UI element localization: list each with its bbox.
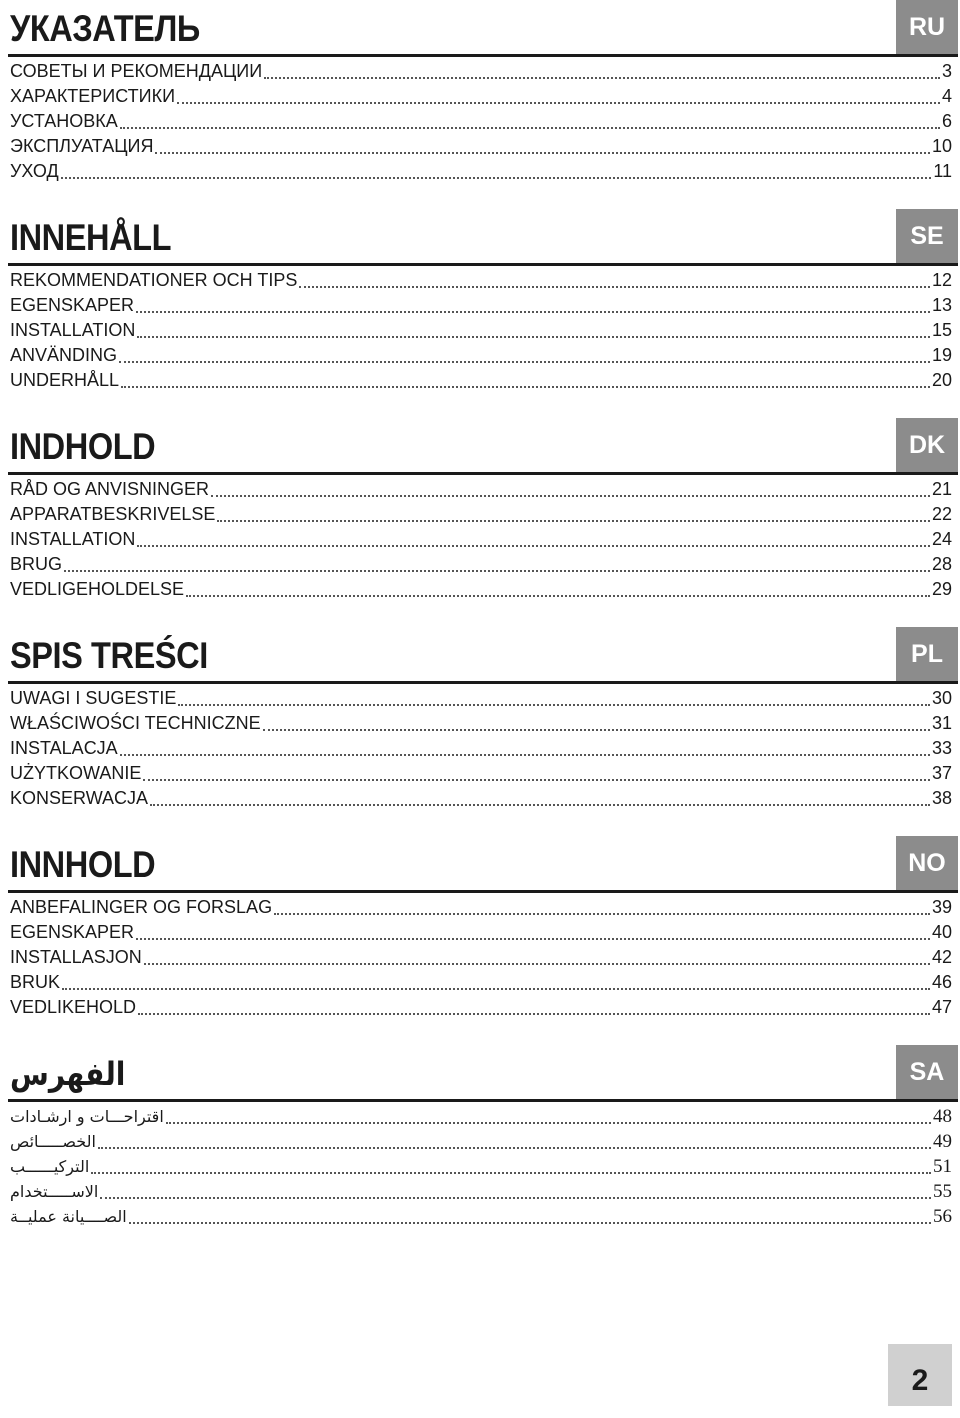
toc-entry[interactable] [10, 920, 952, 945]
entry-label: INSTALLATION [10, 529, 136, 549]
entry-page: 20 [931, 370, 952, 390]
entry-page: 19 [931, 345, 952, 365]
entry-label: BRUG [10, 554, 63, 574]
dot-leader [62, 988, 930, 990]
language-badge: PL [896, 627, 958, 684]
dot-leader [120, 127, 940, 129]
toc-entry[interactable] [10, 995, 952, 1020]
toc-entry[interactable] [10, 1154, 952, 1179]
entry-page: 51 [933, 1156, 952, 1177]
entry-page: 46 [931, 972, 952, 992]
toc-entry[interactable] [10, 786, 952, 811]
entry-page: 24 [931, 529, 952, 549]
section-title: SPIS TREŚCI [10, 635, 208, 676]
entry-label: ANVÄNDING [10, 345, 118, 365]
toc-entry[interactable] [10, 527, 952, 552]
section-divider [8, 472, 896, 475]
toc-section-se [0, 209, 960, 393]
toc-entry[interactable] [10, 736, 952, 761]
entry-label: UWAGI I SUGESTIE [10, 688, 177, 708]
entry-page: 4 [941, 86, 952, 106]
toc-entry[interactable] [10, 761, 952, 786]
entry-page: 22 [931, 504, 952, 524]
entry-page: 15 [931, 320, 952, 340]
entry-page: 48 [933, 1106, 952, 1127]
toc-entry[interactable] [10, 268, 952, 293]
toc-entries [0, 59, 960, 184]
toc-entry[interactable] [10, 895, 952, 920]
toc-entry[interactable] [10, 711, 952, 736]
toc-entry[interactable] [10, 1204, 952, 1229]
toc-entries [0, 895, 960, 1020]
dot-leader [121, 386, 930, 388]
entry-label: EGENSKAPER [10, 295, 135, 315]
entry-label: VEDLIKEHOLD [10, 997, 137, 1017]
dot-leader [91, 1172, 931, 1174]
entry-page: 28 [931, 554, 952, 574]
dot-leader [129, 1222, 931, 1224]
dot-leader [143, 779, 930, 781]
entry-label: VEDLIGEHOLDELSE [10, 579, 185, 599]
section-divider [8, 54, 896, 57]
toc-entry[interactable] [10, 577, 952, 602]
toc-entry[interactable] [10, 1104, 952, 1129]
toc-entries [0, 1104, 960, 1229]
dot-leader [178, 704, 930, 706]
section-divider [8, 1099, 896, 1102]
entry-label: EGENSKAPER [10, 922, 135, 942]
dot-leader [274, 913, 930, 915]
entry-label: СОВЕТЫ И РЕКОМЕНДАЦИИ [10, 61, 263, 81]
toc-entry[interactable] [10, 1129, 952, 1154]
section-title: INDHOLD [10, 426, 156, 467]
toc-entry[interactable] [10, 318, 952, 343]
entry-page: 29 [931, 579, 952, 599]
entry-label: ЭКСПЛУАТАЦИЯ [10, 136, 154, 156]
section-title: INNHOLD [10, 844, 156, 885]
entry-page: 40 [931, 922, 952, 942]
entry-label: ANBEFALINGER OG FORSLAG [10, 897, 273, 917]
entry-label: INSTALLASJON [10, 947, 142, 967]
section-header [0, 836, 960, 893]
entry-page: 39 [931, 897, 952, 917]
entry-label: UNDERHÅLL [10, 370, 120, 390]
section-header [0, 418, 960, 475]
entry-page: 3 [941, 61, 952, 81]
toc-entries [0, 477, 960, 602]
entry-page: 21 [931, 479, 952, 499]
toc-entry[interactable] [10, 552, 952, 577]
toc-entries [0, 686, 960, 811]
section-title: الفهرس [10, 1055, 126, 1093]
section-title: УКАЗАТЕЛЬ [10, 8, 200, 49]
dot-leader [299, 286, 930, 288]
dot-leader [186, 595, 930, 597]
dot-leader [64, 570, 930, 572]
dot-leader [166, 1122, 931, 1124]
entry-label: التركيــــــب [10, 1157, 90, 1176]
dot-leader [137, 545, 930, 547]
entry-label: BRUK [10, 972, 61, 992]
toc-section-ru [0, 0, 960, 184]
language-badge: NO [896, 836, 958, 893]
toc-entry[interactable] [10, 945, 952, 970]
entry-page: 11 [933, 161, 952, 181]
toc-entry[interactable] [10, 59, 952, 84]
dot-leader [177, 102, 940, 104]
toc-entry[interactable] [10, 109, 952, 134]
toc-section-dk [0, 418, 960, 602]
entry-page: 42 [931, 947, 952, 967]
entry-label: WŁAŚCIWOŚCI TECHNICZNE [10, 713, 261, 733]
entry-page: 10 [931, 136, 952, 156]
toc-entry[interactable] [10, 134, 952, 159]
toc-entry[interactable] [10, 84, 952, 109]
dot-leader [136, 938, 930, 940]
entry-label: الخصـــــائص [10, 1132, 96, 1151]
entry-label: UŻYTKOWANIE [10, 763, 142, 783]
dot-leader [100, 1197, 931, 1199]
section-divider [8, 681, 896, 684]
entry-label: ХАРАКТЕРИСТИКИ [10, 86, 176, 106]
dot-leader [136, 311, 930, 313]
dot-leader [119, 361, 930, 363]
toc-entry[interactable] [10, 477, 952, 502]
entry-label: УХОД [10, 161, 59, 181]
entry-page: 6 [941, 111, 952, 131]
entry-label: APPARATBESKRIVELSE [10, 504, 216, 524]
section-header [0, 209, 960, 266]
entry-page: 56 [933, 1206, 952, 1227]
dot-leader [144, 963, 930, 965]
entry-page: 55 [933, 1181, 952, 1202]
toc-section-sa [0, 1045, 960, 1229]
entry-label: الصــــيانة عمليــة [10, 1207, 127, 1226]
dot-leader [120, 754, 930, 756]
entry-page: 30 [931, 688, 952, 708]
entry-page: 49 [933, 1131, 952, 1152]
section-header [0, 1045, 960, 1102]
entry-label: RÅD OG ANVISNINGER [10, 479, 210, 499]
language-badge: DK [896, 418, 958, 475]
page-number: 2 [888, 1344, 952, 1406]
dot-leader [61, 177, 932, 179]
entry-label: УСТАНОВКА [10, 111, 118, 131]
section-header [0, 0, 960, 57]
entry-page: 47 [931, 997, 952, 1017]
toc-entry[interactable] [10, 970, 952, 995]
dot-leader [137, 336, 930, 338]
toc-entry[interactable] [10, 686, 952, 711]
toc-entry[interactable] [10, 159, 952, 184]
section-divider [8, 263, 896, 266]
toc-section-no [0, 836, 960, 1020]
entry-page: 13 [931, 295, 952, 315]
entry-label: اقتراحـــات و ارشـادات [10, 1107, 164, 1126]
section-divider [8, 890, 896, 893]
entry-label: الاســـــتخدام [10, 1182, 99, 1201]
entry-page: 38 [931, 788, 952, 808]
toc-section-pl [0, 627, 960, 811]
language-badge: SE [896, 209, 958, 266]
toc-entry[interactable] [10, 1179, 952, 1204]
entry-page: 31 [931, 713, 952, 733]
entry-label: INSTALACJA [10, 738, 118, 758]
dot-leader [155, 152, 930, 154]
dot-leader [217, 520, 930, 522]
toc-entry[interactable] [10, 343, 952, 368]
entry-label: KONSERWACJA [10, 788, 149, 808]
language-badge: RU [896, 0, 958, 57]
dot-leader [138, 1013, 930, 1015]
section-title: INNEHÅLL [10, 217, 172, 258]
toc-entries [0, 268, 960, 393]
dot-leader [150, 804, 930, 806]
entry-label: INSTALLATION [10, 320, 136, 340]
toc-entry[interactable] [10, 368, 952, 393]
dot-leader [263, 729, 930, 731]
toc-entry[interactable] [10, 502, 952, 527]
entry-page: 33 [931, 738, 952, 758]
dot-leader [98, 1147, 931, 1149]
toc-entry[interactable] [10, 293, 952, 318]
section-header [0, 627, 960, 684]
language-badge: SA [896, 1045, 958, 1102]
dot-leader [211, 495, 930, 497]
entry-page: 37 [931, 763, 952, 783]
dot-leader [264, 77, 940, 79]
entry-label: REKOMMENDATIONER OCH TIPS [10, 270, 298, 290]
entry-page: 12 [931, 270, 952, 290]
